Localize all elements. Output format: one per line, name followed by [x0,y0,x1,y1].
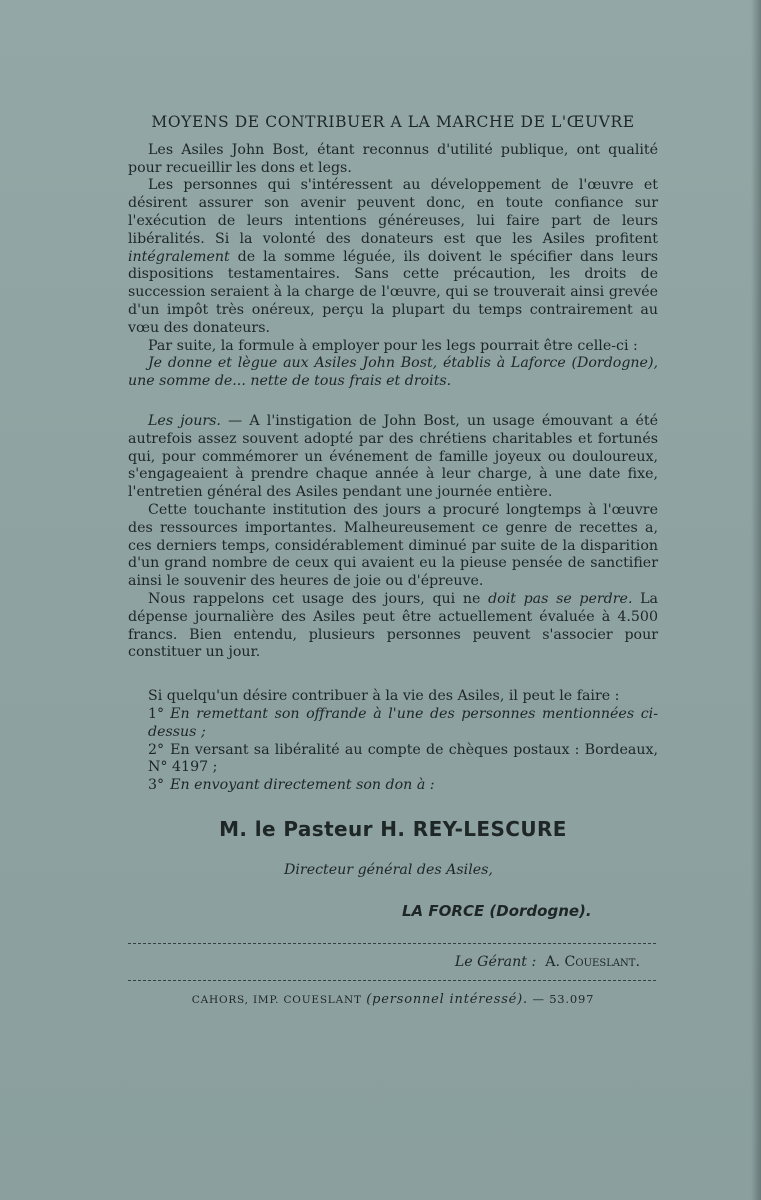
page-heading: MOYENS DE CONTRIBUER A LA MARCHE DE L'ŒUVRE [151,113,635,131]
printer-note: (personnel intéressé). [366,992,528,1008]
paragraph-bequests-emphasis: intégralement [128,248,230,265]
pasteur-name: M. le Pasteur H. REY-LESCURE [219,816,567,841]
paragraph-formula-intro: Par suite, la formule à employer pour les legs pourrait être celle-ci : [148,337,638,354]
list-item-text: En remettant son offrande à l'une des personnes mentionnées ci-dessus ; [148,705,658,740]
document-body [128,114,658,1010]
gerant-name: A. Coueslant. [545,954,640,971]
paragraph-reminder-text-a: Nous rappelons cet usage des jours, qui ne [148,590,489,607]
paragraph-institution: Cette touchante institution des jours a procuré longtemps à l'œuvre des ressources importantes. Malheureusement ce genre de recettes a, ces derniers temps, considérablement diminué par suite de la disparition d'un grand nombre de ceux qui avaient eu la pieuse pensée de sanctifier ainsi le souvenir des heures de joie ou d'épreuve. [128,501,658,590]
printer-line [128,991,658,1010]
paragraph-jours [128,413,658,502]
paragraph-reminder-text-b: La dépense journalière des Asiles peut être actuellement évaluée à 4.500 francs. Bien entendu, plusieurs personnes peuvent s'associer pour constituer un jour. [128,590,659,661]
list-item [128,777,658,795]
list-item-text: En envoyant directement son don à : [170,777,435,794]
paragraph-bequests [128,177,658,337]
paragraph-bequests-text-a: Les personnes qui s'intéressent au développement de l'œuvre et désirent assurer son avenir peuvent donc, en toute confiance sur l'exécution de leurs intentions généreuses, lui faire part de leurs libéralités. Si la volonté des donateurs est que les Asiles profitent [128,177,658,247]
list-item-number: 1° [148,705,165,722]
list-item [128,706,658,742]
bequest-formula: Je donne et lègue aux Asiles John Bost, établis à Laforce (Dordogne), une somme de... nette de tous frais et droits. [128,355,658,390]
paragraph-recognition: Les Asiles John Bost, étant reconnus d'utilité publique, ont qualité pour recueillir les dons et legs. [128,141,658,176]
divider-top [128,943,656,944]
location-line: LA FORCE (Dordogne). [402,902,592,921]
printer-number: — 53.097 [532,992,595,1007]
director-title: Directeur général des Asiles, [284,861,493,878]
list-item-text: En versant sa libéralité au compte de chèques postaux : Bordeaux, N° 4197 ; [148,741,658,776]
list-item-number: 2° [148,741,165,758]
divider-bottom [128,980,656,981]
jours-text: — A l'instigation de John Bost, un usage émouvant a été autrefois assez souvent adopté par des chrétiens charitables et fortunés qui, pour commémorer un événement de famille joyeux ou douloureux, s'engageaient à prendre chaque année à leur charge, à une date fixe, l'entretien général des Asiles pendant une journée entière. [128,412,658,501]
list-item [128,742,658,778]
jours-label: Les jours. [148,412,221,429]
paragraph-bequests-text-b: de la somme léguée, ils doivent le spécifier dans leurs dispositions testamentaires. Sans cette précaution, les droits de succession seraient à la charge de l'œuvre, qui se trouverait ainsi grevée d'un impôt très onéreux, perçu la plupart du temps contrairement au vœu des donateurs. [128,248,658,336]
printer-name: CAHORS, IMP. COUESLANT [191,994,362,1007]
paragraph-reminder-emphasis: doit pas se perdre. [488,590,633,607]
list-item-number: 3° [148,777,165,794]
paragraph-contribute-intro: Si quelqu'un désire contribuer à la vie des Asiles, il peut le faire : [148,688,620,705]
paragraph-reminder [128,591,658,662]
gerant-line [128,954,658,972]
gerant-label: Le Gérant : [454,954,537,971]
